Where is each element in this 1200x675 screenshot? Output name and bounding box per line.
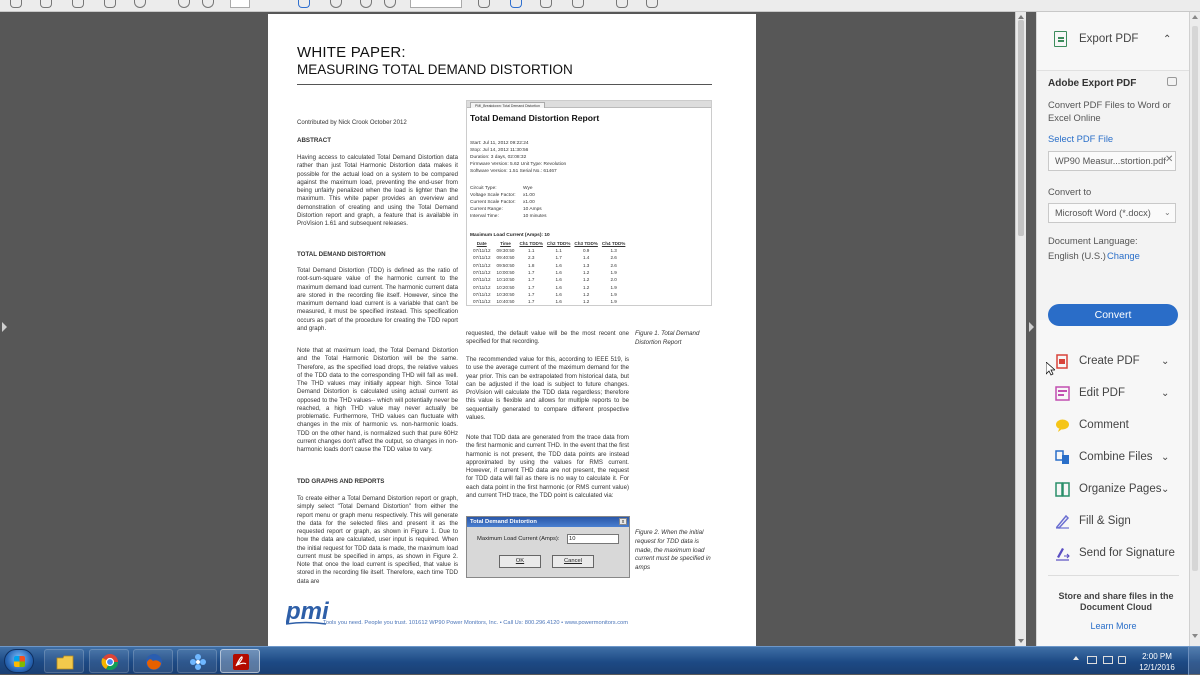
right-paragraph-1: requested, the default value will be the most recent one specified for that recording.	[466, 330, 629, 346]
report-table-cell: 07/11/12	[473, 299, 491, 305]
report-table-cell: 1.2	[582, 284, 590, 290]
tool-label: Combine Files	[1079, 451, 1153, 463]
clock-date: 12/1/2016	[1139, 663, 1175, 672]
byline: Contributed by Nick Crook October 2012	[297, 119, 407, 126]
clock-time: 2:00 PM	[1142, 652, 1172, 661]
report-table-cell: 2.6	[610, 262, 617, 268]
report-table-cell: 1.7	[555, 255, 562, 261]
report-table	[470, 240, 627, 305]
report-title: Total Demand Distortion Report	[470, 113, 600, 123]
comment-icon	[1055, 418, 1070, 433]
figure-2-caption: Figure 2. When the initial request for TDD data is made, the maximum load current must be specified in amps	[635, 529, 711, 572]
report-table-cell: 1.2	[582, 291, 590, 297]
dialog-input: 10	[567, 534, 619, 544]
report-table-cell: 1.2	[582, 277, 590, 283]
zoom-out-icon[interactable]	[360, 0, 372, 8]
report-meta: Start: Jul 11, 2012 09:22:24	[470, 141, 529, 146]
tool-label: Create PDF	[1079, 355, 1140, 367]
report-setting-value: Wye	[523, 186, 533, 191]
fit-page-icon[interactable]	[478, 0, 490, 8]
report-meta: Firmware Version: 5.62 Unit Type: Revolution	[470, 162, 567, 167]
tdd-heading: TOTAL DEMAND DISTORTION	[297, 251, 386, 258]
report-table-cell: 1.7	[527, 284, 535, 290]
report-meta: Software Version: 1.51 Serial No.: 61467	[470, 169, 557, 174]
tool-label: Organize Pages	[1079, 483, 1162, 495]
firefox-icon	[145, 653, 163, 671]
selected-file-field[interactable]: WP90 Measur...stortion.pdf	[1048, 151, 1176, 171]
document-viewport[interactable]	[0, 12, 1026, 646]
start-button-icon[interactable]	[4, 649, 34, 673]
report-table-cell: 1.9	[610, 270, 617, 276]
report-table-cell: 1.4	[582, 255, 590, 261]
right-paragraph-3: Note that TDD data are generated from the trace data from the first harmonic and current THD. In the event that the first harmonic is not present, the TDD data points are instead approximated by using the values for RMS current. However, if current THD data are not present, the request for TDD data will fail as there is no way to calculate it. For each data point in the first harmonic (or RMS current value) and current THD trace, the TDD point is calculated via:	[466, 434, 629, 499]
info-icon[interactable]	[1167, 77, 1177, 86]
dialog-title: Total Demand Distortion	[467, 517, 629, 527]
scroll-up-icon[interactable]	[1018, 15, 1024, 19]
abstract-text: Having access to calculated Total Demand Distortion data rather than just Total Harmonic Distortion data makes it possible for the actual load on a system to be compared against the maximum load, preventing the end-user from being unfairly penalized when the load is lighter than the maximum. This white paper provides an overview and demonstration of creating and using the Total Demand Distortion report and graph, a feature that is available in ProVision 1.61 and subsequent releases.	[297, 154, 458, 227]
convert-to-label: Convert to	[1048, 186, 1092, 197]
report-table-cell: 1.9	[610, 284, 617, 290]
show-desktop-button[interactable]	[1188, 647, 1200, 675]
report-table-cell: 1.6	[555, 284, 562, 290]
report-table-row	[470, 283, 627, 290]
report-table-cell: 1.6	[555, 291, 562, 297]
taskbar-chrome[interactable]	[89, 649, 129, 673]
taskbar-explorer[interactable]	[44, 649, 84, 673]
dialog-label: Maximum Load Current (Amps):	[477, 536, 560, 542]
zoom-level-field[interactable]	[410, 0, 462, 8]
chevron-up-icon[interactable]: ⌃	[1163, 34, 1172, 45]
zoom-in-icon[interactable]	[384, 0, 396, 8]
print-icon[interactable]	[72, 0, 84, 8]
report-tab-bar	[467, 101, 711, 108]
report-setting-label: Current Scale Factor:	[470, 200, 516, 205]
report-table-cell: 2.3	[527, 255, 535, 261]
page-view-icon[interactable]	[510, 0, 522, 8]
report-table-row	[470, 298, 627, 305]
system-clock[interactable]	[1137, 651, 1177, 673]
dialog-close-icon: x	[619, 518, 627, 525]
report-table-cell: 1.3	[610, 248, 617, 254]
tray-expand-icon[interactable]	[1073, 656, 1079, 660]
language-value: English (U.S.)	[1048, 250, 1106, 261]
chevron-down-icon[interactable]: ⌄	[1161, 452, 1170, 463]
report-table-cell: 07/11/12	[473, 284, 491, 290]
page-title: WHITE PAPER:	[297, 44, 406, 61]
clear-file-icon[interactable]: ✕	[1165, 154, 1174, 165]
report-max-load: Maximum Load Current (Amps): 10	[470, 233, 550, 238]
document-cloud-promo: Store and share files in the Document Cloud	[1058, 591, 1174, 612]
report-table-cell: 2.6	[610, 255, 617, 261]
scroll-down-icon[interactable]	[1192, 634, 1198, 638]
acrobat-icon	[232, 653, 250, 671]
right-paragraph-2: The recommended value for this, according to IEEE 519, is to use the average current of the maximum demand for the year prior. This can be extrapolated from historical data, but can be adjusted if the load is subject to future changes. ProVision will calculate the TDD data regardless; therefore this value is flexible and allows for multiple reports to be sequentially generated to compare different prospective values.	[466, 356, 629, 421]
dialog-cancel-button: Cancel	[552, 555, 594, 568]
report-setting-label: Circuit Type:	[470, 186, 497, 191]
chevron-down-icon[interactable]: ⌄	[1161, 484, 1170, 495]
tools-pane	[1036, 12, 1189, 646]
report-table-cell: 1.1	[527, 248, 535, 254]
report-table-cell: 1.9	[610, 291, 617, 297]
fullscreen-icon[interactable]	[540, 0, 552, 8]
tool-label: Fill & Sign	[1079, 515, 1131, 527]
report-table-cell: 07/11/12	[473, 255, 491, 261]
report-table-row	[470, 262, 627, 269]
report-table-cell: 07/11/12	[473, 270, 491, 276]
report-table-cell: 1.3	[582, 262, 590, 268]
taskbar-app[interactable]	[177, 649, 217, 673]
left-panel-toggle-icon[interactable]	[2, 322, 7, 332]
report-table-cell: 07/11/12	[473, 262, 491, 268]
send-signature-icon	[1055, 546, 1070, 561]
report-setting-label: Interval Time:	[470, 214, 499, 219]
report-table-cell: 09:50:50	[496, 262, 515, 268]
report-table-cell: 09:40:50	[496, 255, 515, 261]
report-table-cell: 09:30:50	[496, 248, 515, 254]
report-setting-label: Current Range:	[470, 207, 503, 212]
chrome-icon	[101, 653, 119, 671]
network-icon[interactable]	[1087, 656, 1097, 664]
report-table-cell: 1.7	[527, 270, 535, 276]
volume-icon[interactable]	[1118, 656, 1126, 664]
figure-1-caption: Figure 1. Total Demand Distortion Report	[635, 330, 700, 346]
report-table-cell: 1.7	[527, 277, 535, 283]
report-table-body	[470, 247, 627, 305]
report-table-cell: 07/11/12	[473, 248, 491, 254]
tool-combine-files[interactable]	[1037, 446, 1190, 470]
pdf-page	[268, 14, 756, 646]
column-header: Ch1 TDD%	[519, 241, 543, 246]
scroll-down-icon[interactable]	[1018, 639, 1024, 643]
right-pane-toggle-icon[interactable]	[1029, 322, 1034, 332]
scroll-thumb[interactable]	[1192, 26, 1198, 571]
language-label: Document Language:	[1048, 235, 1138, 246]
pane-divider	[1048, 575, 1179, 576]
column-header: Ch2 TDD%	[546, 241, 571, 246]
chevron-down-icon[interactable]: ⌄	[1164, 208, 1171, 217]
tool-comment[interactable]	[1037, 414, 1190, 438]
report-table-header	[470, 240, 627, 247]
report-table-cell: 10:10:50	[496, 277, 515, 283]
export-pdf-card	[1037, 70, 1190, 320]
report-setting-label: Voltage Scale Factor:	[470, 193, 516, 198]
column-header: Ch4 TDD%	[601, 241, 626, 246]
mouse-cursor-icon	[1046, 362, 1055, 376]
edit-pdf-icon	[1055, 386, 1070, 401]
scroll-mode-icon[interactable]	[572, 0, 584, 8]
create-pdf-icon	[1055, 354, 1070, 369]
tool-send-signature[interactable]	[1037, 542, 1190, 566]
search-icon[interactable]	[134, 0, 146, 8]
tool-label: Send for Signature	[1079, 547, 1175, 559]
combine-files-icon	[1055, 450, 1070, 465]
pane-scrollbar[interactable]	[1189, 12, 1200, 646]
change-language-link[interactable]: Change	[1107, 250, 1140, 261]
upload-icon[interactable]	[40, 0, 52, 8]
email-icon[interactable]	[104, 0, 116, 8]
report-table-row	[470, 291, 627, 298]
report-table-cell: 1.1	[555, 248, 562, 254]
column-header: Ch3 TDD%	[574, 241, 598, 246]
report-table-cell: 1.7	[527, 291, 535, 297]
tool-create-pdf[interactable]	[1037, 350, 1190, 374]
report-table-cell: 1.7	[527, 299, 535, 305]
title-divider	[297, 84, 712, 85]
svg-text:pmi: pmi	[286, 598, 329, 625]
card-title: Adobe Export PDF	[1048, 78, 1137, 89]
scroll-up-icon[interactable]	[1192, 15, 1198, 19]
report-table-row	[470, 269, 627, 276]
taskbar-acrobat[interactable]	[220, 649, 260, 673]
tool-label: Edit PDF	[1079, 387, 1126, 399]
next-page-icon[interactable]	[202, 0, 214, 8]
report-table-row	[470, 247, 627, 254]
tdd-paragraph-1: Total Demand Distortion (TDD) is defined as the ratio of root-sum-square value of the harmonic current to the maximum demand load current. The harmonic current data are stored in the recording file itself. However, since the maximum demand load current is a variable that can't be measured, it must be specified instead. This specification occurs as part of the procedure for creating the TDD report and graph.	[297, 267, 458, 332]
report-meta: Duration: 3 days, 02:08:32	[470, 155, 527, 160]
figure-2-dialog-image	[466, 516, 630, 578]
app-icon	[189, 653, 207, 671]
main-toolbar	[0, 0, 1200, 12]
export-pdf-label: Export PDF	[1079, 33, 1139, 45]
report-table-cell: 1.6	[555, 262, 562, 268]
report-table-cell: 1.6	[555, 270, 562, 276]
dialog-ok-button: OK	[499, 555, 541, 568]
report-table-cell: 1.6	[555, 299, 562, 305]
fill-sign-icon	[1055, 514, 1070, 529]
report-table-cell: 1.8	[527, 262, 535, 268]
report-setting-value: x1.00	[523, 193, 535, 198]
comment-tool-icon[interactable]	[616, 0, 628, 8]
page-subtitle: MEASURING TOTAL DEMAND DISTORTION	[297, 62, 573, 77]
graphs-heading: TDD GRAPHS AND REPORTS	[297, 478, 385, 485]
report-table-cell: 07/11/12	[473, 277, 491, 283]
export-pdf-header[interactable]	[1037, 12, 1190, 70]
report-setting-value: 10 Amps	[523, 207, 542, 212]
report-setting-value: x1.00	[523, 200, 535, 205]
report-table-cell: 10:30:50	[496, 291, 515, 297]
hand-tool-icon[interactable]	[330, 0, 342, 8]
abstract-heading: ABSTRACT	[297, 137, 332, 144]
windows-taskbar	[0, 646, 1200, 674]
organize-pages-icon	[1055, 482, 1070, 497]
tool-fill-sign[interactable]	[1037, 510, 1190, 534]
report-table-cell: 10:20:50	[496, 284, 515, 290]
page-number-field[interactable]	[230, 0, 250, 8]
scroll-thumb[interactable]	[1018, 20, 1024, 236]
report-table-row	[470, 254, 627, 261]
report-meta: Stop: Jul 14, 2012 11:30:56	[470, 148, 529, 153]
format-select[interactable]: Microsoft Word (*.docx)	[1048, 203, 1176, 223]
report-table-cell: 10:00:50	[496, 270, 515, 276]
taskbar-firefox[interactable]	[133, 649, 173, 673]
card-description: Convert PDF Files to Word or Excel Online	[1048, 99, 1171, 123]
report-table-cell: 1.6	[555, 277, 562, 283]
report-table-cell: 07/11/12	[473, 291, 491, 297]
report-table-cell: 1.2	[582, 270, 590, 276]
report-table-cell: 1.9	[610, 299, 617, 305]
tdd-paragraph-2: Note that at maximum load, the Total Demand Distortion and the Total Harmonic Distortion will be the same. Therefore, as the specified load drops, the relative values of the TDD data to the corresponding THD will fall as well. The THD values may initially appear high. Since Total Demand Distortion is calculated using actual current as opposed to the THD values-- which will potentially never be reached, a high THD value may never actually be problematic. Furthermore, THD values can fluctuate with changes in the mix of harmonic vs. non-harmonic loads. TDD on the other hand, is normalized such that pure 60Hz current changes don't affect the output, so changes in non-harmonic loads don't cause the TDD value to vary.	[297, 347, 458, 453]
tool-organize-pages[interactable]	[1037, 478, 1190, 502]
tool-label: Comment	[1079, 419, 1129, 431]
folder-icon	[56, 653, 74, 671]
document-scrollbar[interactable]	[1015, 12, 1026, 646]
column-header: Time	[500, 241, 511, 246]
save-icon[interactable]	[10, 0, 22, 8]
report-tab: PMI_Breakdown: Total Demand Distortion	[470, 102, 545, 108]
select-tool-icon[interactable]	[298, 0, 310, 8]
highlight-tool-icon[interactable]	[646, 0, 658, 8]
tool-edit-pdf[interactable]	[1037, 382, 1190, 406]
column-header: Date	[476, 241, 487, 246]
report-table-cell: 2.0	[610, 277, 617, 283]
report-table-cell: 10:40:50	[496, 299, 515, 305]
graphs-paragraph: To create either a Total Demand Distortion report or graph, simply select "Total Demand Distortion" from either the report menu or graph menu respectively. This will generate the data for the selected files and present it as the requested report or graph, as shown in Figure 1. Due to how the data are calculated, user input is required. When the initial request for TDD data is made, the maximum load current must be specified in amps, as shown in Figure 2. Note that once the load current is specified, that value is stored in the recording file itself. Therefore, each time TDD data are	[297, 495, 458, 585]
report-setting-value: 10 minutes	[523, 214, 547, 219]
page-footer: Tools you need. People you trust. 101612 WP90 Power Monitors, Inc. • Call Us: 800.296.4120 • www.powermonitors.com	[323, 620, 628, 626]
chevron-down-icon[interactable]: ⌄	[1161, 356, 1170, 367]
convert-button[interactable]: Convert	[1048, 304, 1178, 326]
report-table-cell: 1.2	[582, 299, 590, 305]
learn-more-link[interactable]: Learn More	[1090, 621, 1137, 631]
select-pdf-link[interactable]: Select PDF File	[1048, 133, 1114, 144]
chevron-down-icon[interactable]: ⌄	[1161, 388, 1170, 399]
report-table-cell: 0.9	[582, 248, 590, 254]
export-pdf-icon	[1054, 31, 1067, 47]
report-table-row	[470, 276, 627, 283]
previous-page-icon[interactable]	[178, 0, 190, 8]
figure-1-report-image	[466, 100, 712, 306]
display-icon[interactable]	[1103, 656, 1113, 664]
